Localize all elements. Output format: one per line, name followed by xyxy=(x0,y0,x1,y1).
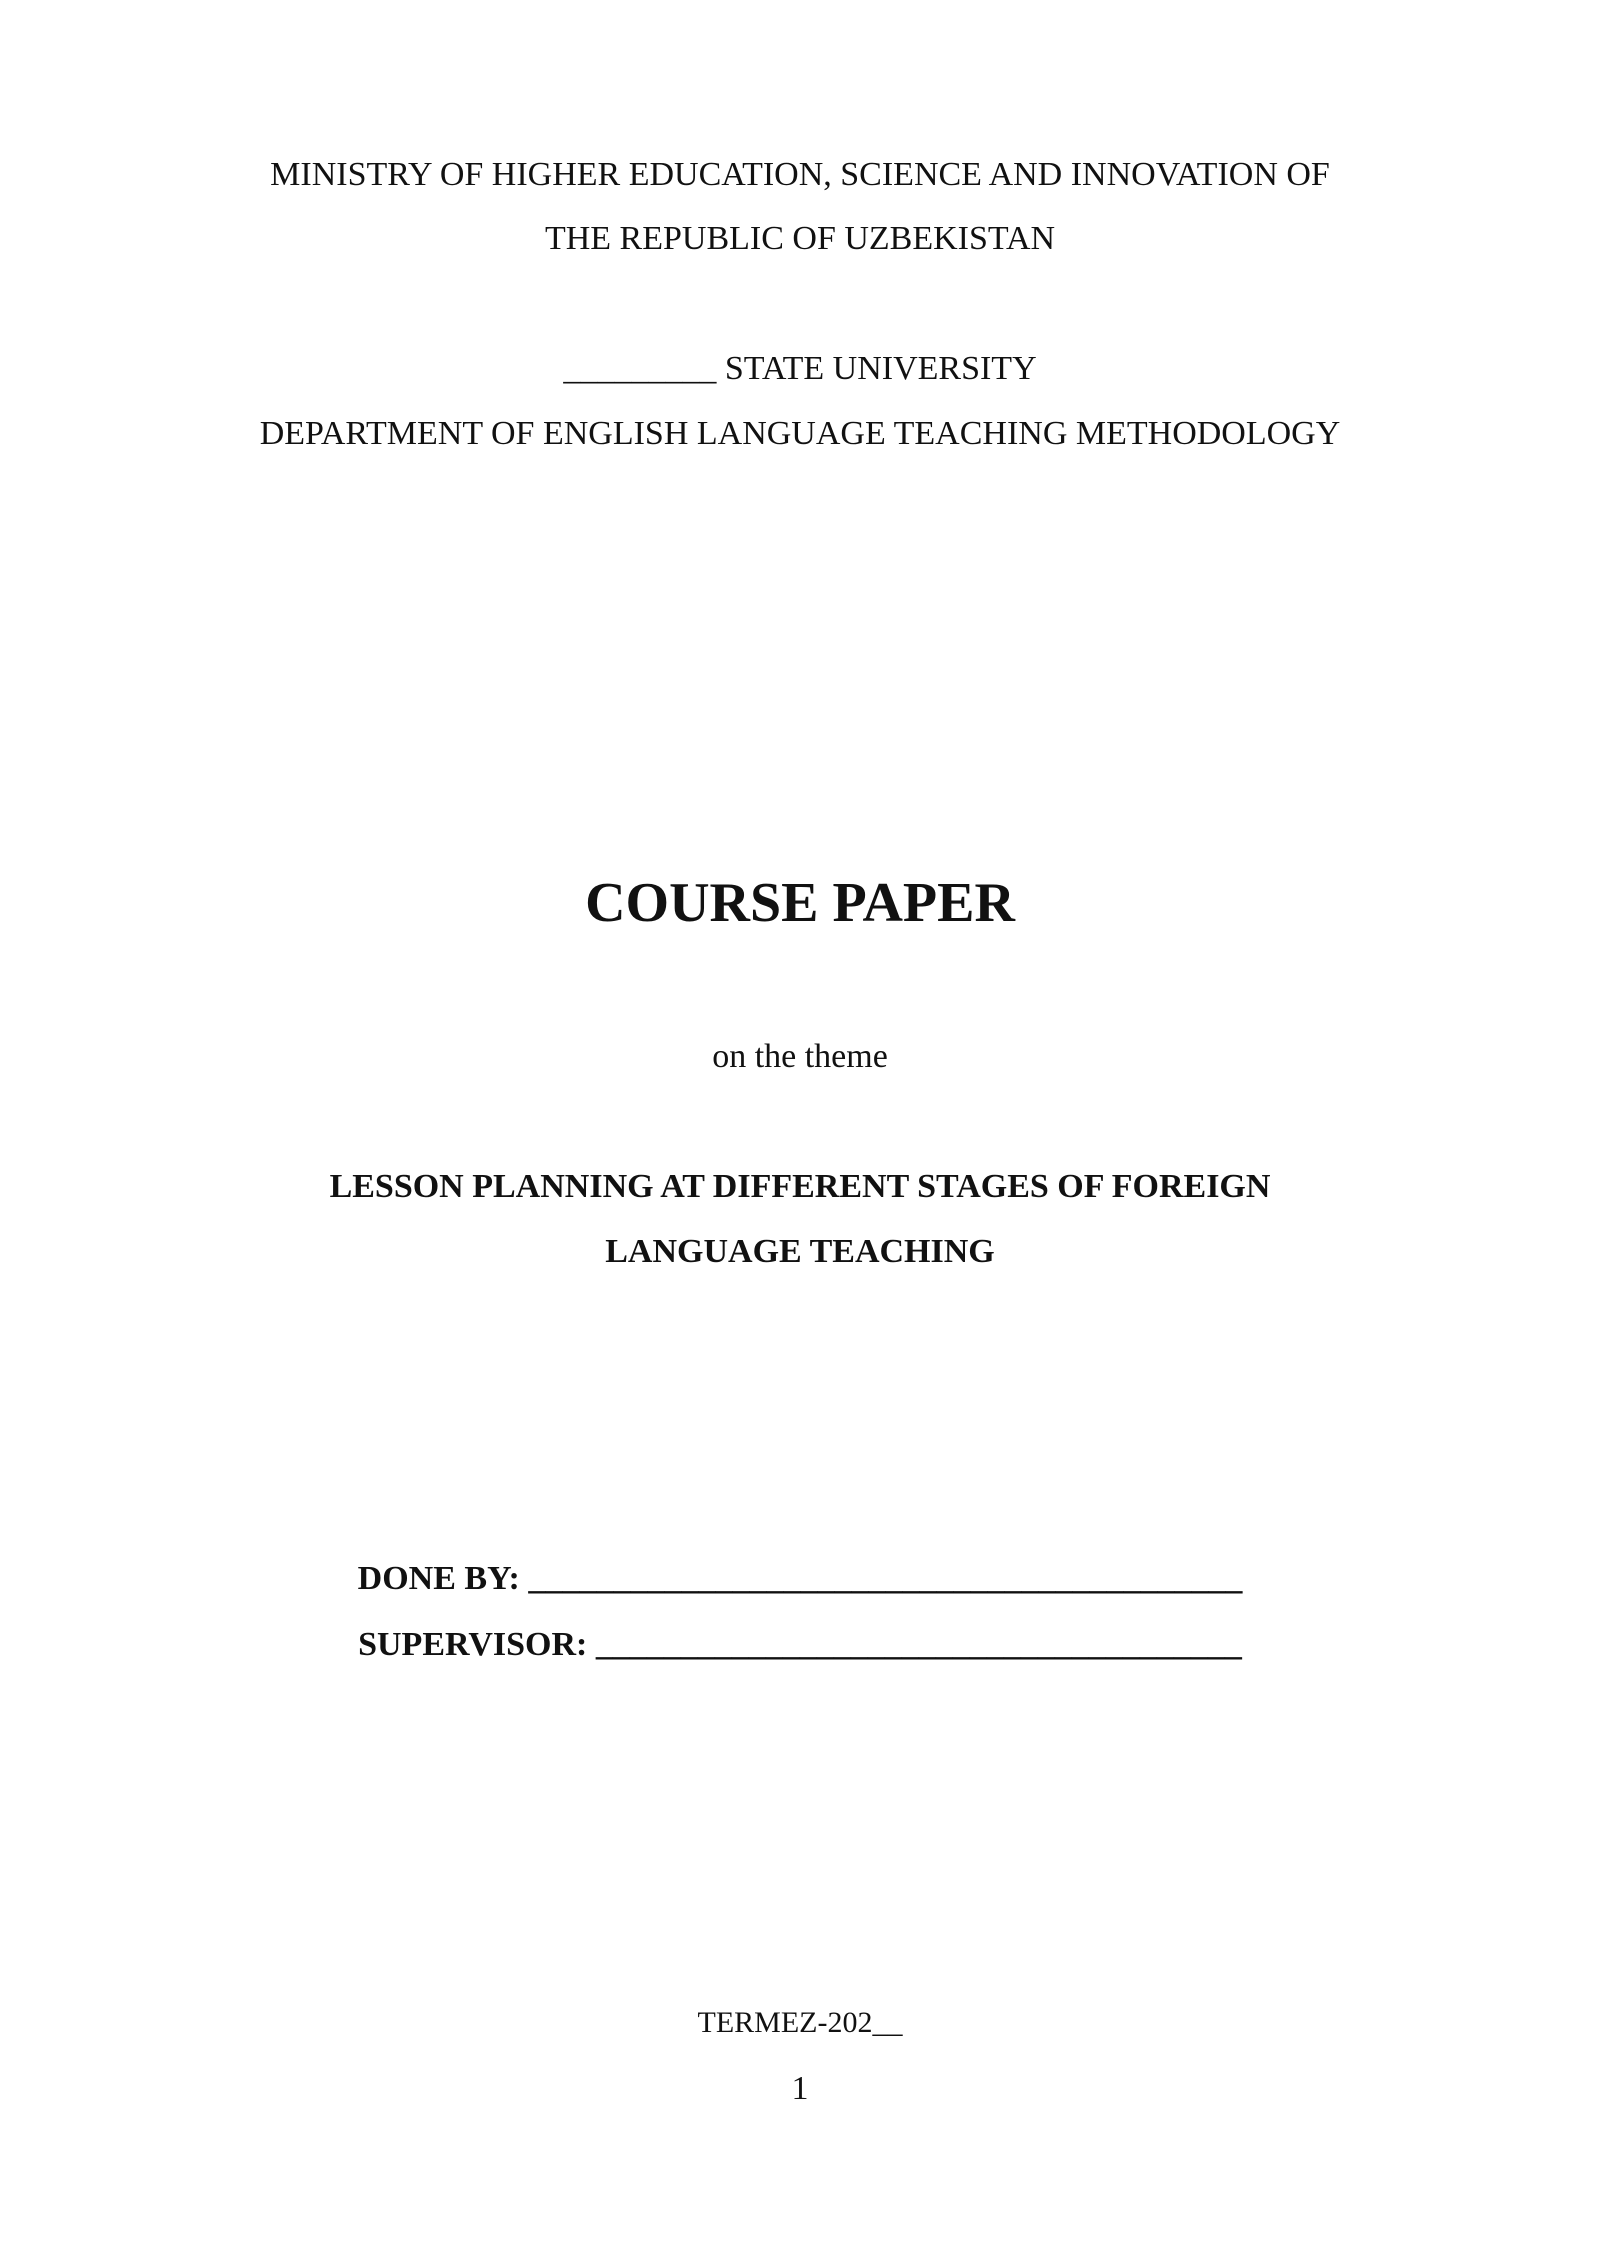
theme-title-line-2: LANGUAGE TEACHING xyxy=(605,1233,995,1270)
ministry-line-1: MINISTRY OF HIGHER EDUCATION, SCIENCE AND INNOVATION OF xyxy=(270,156,1330,193)
supervisor-field: SUPERVISOR: ______________________________________ xyxy=(358,1626,1242,1663)
city-year: TERMEZ-202__ xyxy=(697,2006,903,2039)
department-name: DEPARTMENT OF ENGLISH LANGUAGE TEACHING METHODOLOGY xyxy=(259,415,1341,452)
page-number: 1 xyxy=(791,2070,809,2107)
theme-intro: on the theme xyxy=(712,1038,888,1075)
document-title: COURSE PAPER xyxy=(585,872,1015,934)
done-by-field: DONE BY: __________________________________________ xyxy=(357,1560,1243,1597)
university-name: _________ STATE UNIVERSITY xyxy=(563,350,1037,387)
theme-title-line-1: LESSON PLANNING AT DIFFERENT STAGES OF FOREIGN xyxy=(329,1168,1271,1205)
ministry-line-2: THE REPUBLIC OF UZBEKISTAN xyxy=(544,220,1056,257)
